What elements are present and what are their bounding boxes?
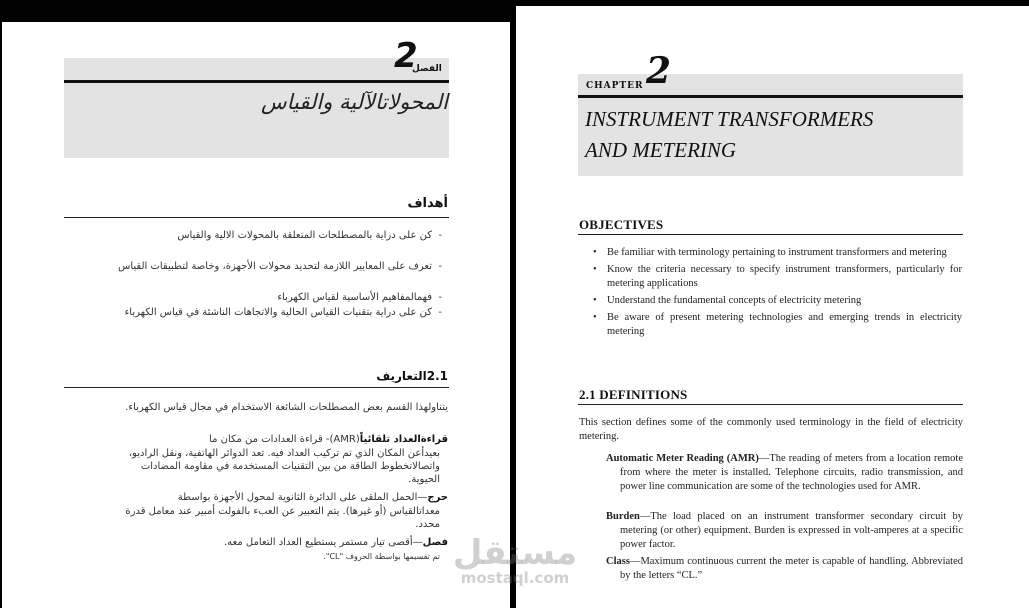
- arabic-def-class-term: فصل: [422, 537, 448, 548]
- arabic-objective-item: فهمالمفاهيم الأساسية لقياس الكهرباء -: [277, 292, 432, 303]
- arabic-def-amr: [209, 434, 448, 445]
- arabic-objective-item: تعرف على المعايير اللازمة لتحديد محولات الأجهزة، وخاصة لتطبيقات القياس -: [118, 261, 432, 272]
- arabic-def-burden-line: محدد.: [415, 519, 440, 530]
- english-chapter-number: 2: [646, 50, 672, 92]
- arabic-def-burden-term: حرج: [427, 492, 448, 503]
- arabic-def-amr-line: بعيدأعن المكان الذي تم تركيب العداد فيه. تعد الدوائر الهاتفية، ونقل الراديو،: [128, 448, 440, 459]
- arabic-objectives-heading: أهداف: [407, 196, 448, 211]
- english-chapter-label: CHAPTER: [586, 81, 644, 91]
- arabic-chapter-title: المحولاتالآلية والقياس: [260, 90, 448, 114]
- english-objectives-rule: [578, 234, 963, 235]
- english-intro-paragraph: This section defines some of the commonly used terminology in the field of electricity metering.: [579, 417, 963, 442]
- english-def-amr: [606, 452, 963, 494]
- arabic-def-amr-line: الحيوية.: [408, 474, 440, 485]
- english-def-class-term: Class: [606, 556, 630, 567]
- english-title-line: AND METERING: [585, 138, 737, 162]
- english-title-line: INSTRUMENT TRANSFORMERS: [585, 107, 874, 131]
- arabic-def-class: [224, 537, 448, 548]
- english-def-amr-text: —The reading of meters from a location remote from where the meter is installed. Telephone circuits, radio transmission, and power line communication are some of the technologies used for AMR.: [620, 453, 963, 492]
- english-def-burden-term: Burden: [606, 511, 640, 522]
- english-def-burden-text: —The load placed on an instrument transformer secondary circuit by metering (or other) equipment. Burden is expressed in volt-amperes at a specific power factor.: [620, 511, 963, 550]
- english-chapter-title: [585, 104, 873, 166]
- arabic-def-burden-line: معداتالقياس (أو غيرها). يتم التعبير عن العبء بالفولت أمبير عند معامل قدرة: [125, 506, 440, 517]
- english-objective-item: • Be familiar with terminology pertaining to instrument transformers and metering: [590, 246, 962, 260]
- arabic-def-class-text: —أقصى تيار مستمر يستطيع العداد التعامل معه.: [224, 537, 423, 548]
- arabic-def-amr-line: واتصالاتخطوط الطاقة من بين التقنيات المستخدمة في مقاومة المضادات: [140, 461, 440, 472]
- english-objectives-list: [590, 246, 962, 342]
- english-def-class: [606, 555, 963, 583]
- watermark-arabic-logo: مستقل: [452, 533, 578, 573]
- arabic-def-amr-term: قراءةالعداد تلقائياً: [359, 434, 448, 445]
- arabic-def-amr-text: (AMR)- قراءة العدادات من مكان ما: [209, 434, 360, 445]
- arabic-objectives-rule: [64, 217, 449, 218]
- english-definitions-heading: 2.1 DEFINITIONS: [579, 387, 688, 402]
- watermark-latin-text: mostaql.com: [460, 569, 570, 587]
- arabic-intro-paragraph: يتناولهذا القسم بعض المصطلحات الشائعة الاستخدام في مجال قياس الكهرباء.: [125, 402, 448, 413]
- arabic-header-rule: [64, 80, 449, 83]
- arabic-definitions-rule: [64, 387, 449, 388]
- arabic-objective-item: كن على دراية بالمصطلحات المتعلقة بالمحولات الالية والقياس -: [177, 230, 432, 241]
- english-def-burden: [606, 510, 963, 552]
- english-objectives-heading: OBJECTIVES: [579, 217, 664, 232]
- arabic-def-class-line: تم تقسيمها بواسطة الحروف "CL".: [323, 552, 440, 561]
- english-objective-item: • Know the criteria necessary to specify instrument transformers, particularly for metering applications: [590, 263, 962, 291]
- arabic-definitions-heading: 2.1التعاريف: [376, 369, 448, 383]
- arabic-objective-item: كن على دراية بتقنيات القياس الحالية والاتجاهات الناشئة في قياس الكهرباء -: [125, 307, 432, 318]
- english-objective-item: • Understand the fundamental concepts of electricity metering: [590, 294, 962, 308]
- english-definitions-rule: [578, 404, 963, 405]
- english-header-rule: [578, 95, 963, 98]
- english-def-amr-term: Automatic Meter Reading (AMR): [606, 453, 759, 464]
- english-page: [516, 6, 1029, 608]
- arabic-chapter-number: 2: [394, 36, 418, 76]
- english-def-class-text: —Maximum continuous current the meter is capable of handling. Abbreviated by the letters “CL.”: [620, 556, 963, 581]
- arabic-def-burden-text: —الحمل الملقى على الدائرة الثانوية لمحول الأجهزة بواسطة: [177, 492, 428, 503]
- arabic-page: [2, 22, 510, 608]
- arabic-chapter-label: الفصل: [412, 64, 442, 74]
- arabic-def-burden: [178, 492, 448, 503]
- english-objective-item: • Be aware of present metering technologies and emerging trends in electricity metering: [590, 311, 962, 339]
